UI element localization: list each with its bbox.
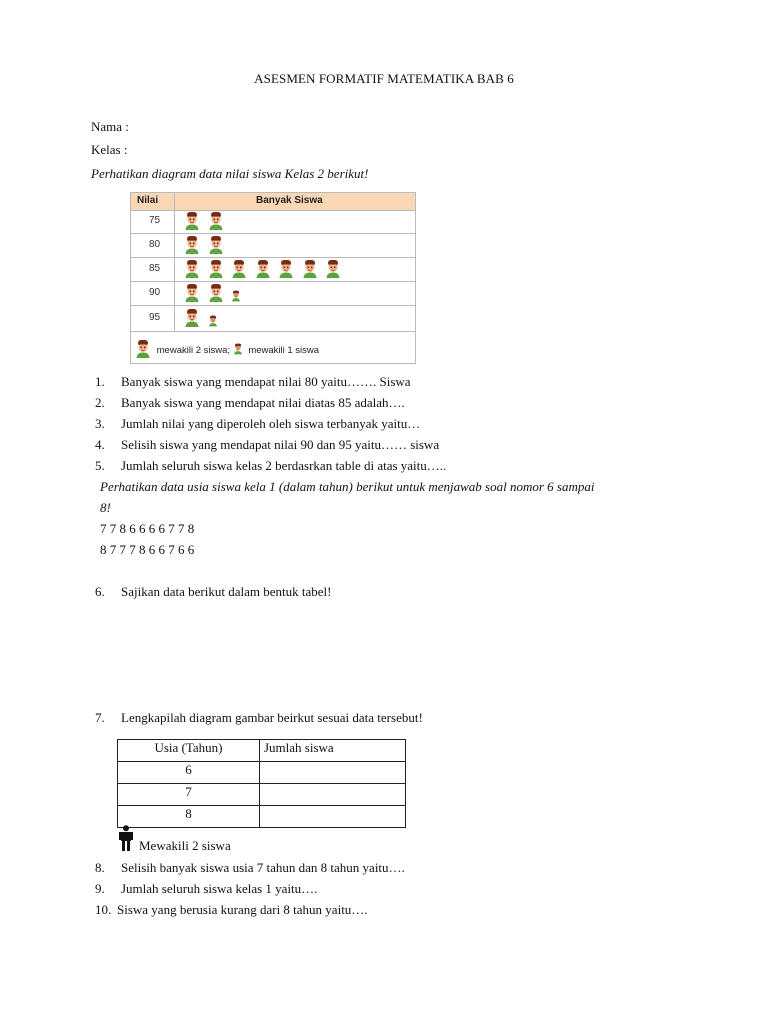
question-text: Jumlah seluruh siswa kelas 1 yaitu…. (121, 881, 318, 896)
instruction-age-data-cont: 8! (100, 500, 111, 515)
person-note: Mewakili 2 siswa (139, 838, 231, 853)
student-icon (208, 283, 224, 307)
student-icon (255, 259, 271, 283)
instruction-age-data: Perhatikan data usia siswa kela 1 (dalam tahun) berikut untuk menjawab soal nomor 6 sampai (100, 479, 595, 494)
student-icon (184, 283, 200, 307)
question-number: 10. (95, 902, 112, 917)
question-text: Siswa yang berusia kurang dari 8 tahun yaitu…. (117, 902, 368, 917)
row-divider (131, 233, 415, 234)
table-row (118, 806, 406, 828)
question-text: Selisih banyak siswa usia 7 tahun dan 8 tahun yaitu…. (121, 860, 405, 875)
question-number: 4. (95, 437, 105, 452)
student-half-icon (208, 315, 218, 331)
name-label: Nama : (91, 119, 129, 134)
student-icon (278, 259, 294, 283)
question-text: Lengkapilah diagram gambar beirkut sesuai data tersebut! (121, 710, 423, 725)
age-data-line-2: 8 7 7 7 8 6 6 7 6 6 (100, 542, 195, 557)
question-text: Sajikan data berikut dalam bentuk tabel! (121, 584, 332, 599)
table-header-age: Usia (Tahun) (118, 740, 260, 762)
question-number: 8. (95, 860, 105, 875)
legend-full-text: mewakili 2 siswa; (156, 345, 231, 356)
question-7 (95, 710, 423, 726)
question-8 (95, 860, 405, 876)
column-divider (174, 193, 175, 331)
question-text: Banyak siswa yang mendapat nilai diatas 85 adalah…. (121, 395, 405, 410)
row-value-75: 75 (149, 215, 161, 226)
question-5 (95, 458, 446, 474)
student-icon (184, 235, 200, 259)
table-header-row (118, 740, 406, 762)
student-icon (184, 211, 200, 235)
page-title: ASESMEN FORMATIF MATEMATIKA BAB 6 (254, 71, 514, 86)
question-number: 3. (95, 416, 105, 431)
table-cell-count[interactable] (260, 762, 406, 784)
pictograph-chart (130, 192, 416, 364)
student-half-icon (233, 343, 243, 358)
row-divider (131, 257, 415, 258)
table-cell-age: 7 (118, 784, 260, 806)
question-text: Selisih siswa yang mendapat nilai 90 dan 95 yaitu…… siswa (121, 437, 440, 452)
question-3 (95, 416, 420, 432)
student-icon (208, 235, 224, 259)
student-icon (325, 259, 341, 283)
student-icon (184, 259, 200, 283)
header-count: Banyak Siswa (256, 195, 323, 206)
question-text: Jumlah seluruh siswa kelas 2 berdasrkan table di atas yaitu….. (121, 458, 447, 473)
student-icon (135, 339, 151, 362)
table-cell-age: 6 (118, 762, 260, 784)
table-cell-count[interactable] (260, 784, 406, 806)
instruction-diagram: Perhatikan diagram data nilai siswa Kelas 2 berikut! (91, 166, 369, 181)
legend-half-text: mewakili 1 siswa (248, 345, 320, 356)
pictograph-legend (135, 339, 319, 362)
header-value: Nilai (137, 195, 159, 206)
question-number: 5. (95, 458, 105, 473)
question-9 (95, 881, 317, 897)
question-text: Banyak siswa yang mendapat nilai 80 yaitu……. Siswa (121, 374, 411, 389)
question-number: 6. (95, 584, 105, 599)
age-data-line-1: 7 7 8 6 6 6 6 7 7 8 (100, 521, 195, 536)
question-number: 9. (95, 881, 105, 896)
student-icon (208, 259, 224, 283)
person-icon (118, 825, 134, 855)
student-icon (231, 259, 247, 283)
student-icon (184, 308, 200, 332)
row-value-95: 95 (149, 312, 161, 323)
table-cell-count[interactable] (260, 806, 406, 828)
table-header-count: Jumlah siswa (260, 740, 406, 762)
student-icon (208, 211, 224, 235)
row-divider (131, 281, 415, 282)
question-number: 1. (95, 374, 105, 389)
question-1 (95, 374, 411, 390)
row-divider (131, 305, 415, 306)
question-4 (95, 437, 439, 453)
question-number: 7. (95, 710, 105, 725)
table-row (118, 784, 406, 806)
student-icon (302, 259, 318, 283)
age-table (117, 739, 406, 828)
row-value-90: 90 (149, 287, 161, 298)
student-half-icon (231, 290, 241, 306)
row-divider (131, 331, 415, 332)
question-6 (95, 584, 331, 600)
question-text: Jumlah nilai yang diperoleh oleh siswa terbanyak yaitu… (121, 416, 421, 431)
table-row (118, 762, 406, 784)
row-value-85: 85 (149, 263, 161, 274)
row-value-80: 80 (149, 239, 161, 250)
question-10 (95, 902, 368, 918)
class-label: Kelas : (91, 142, 128, 157)
table-cell-age: 8 (118, 806, 260, 828)
question-2 (95, 395, 405, 411)
question-number: 2. (95, 395, 105, 410)
